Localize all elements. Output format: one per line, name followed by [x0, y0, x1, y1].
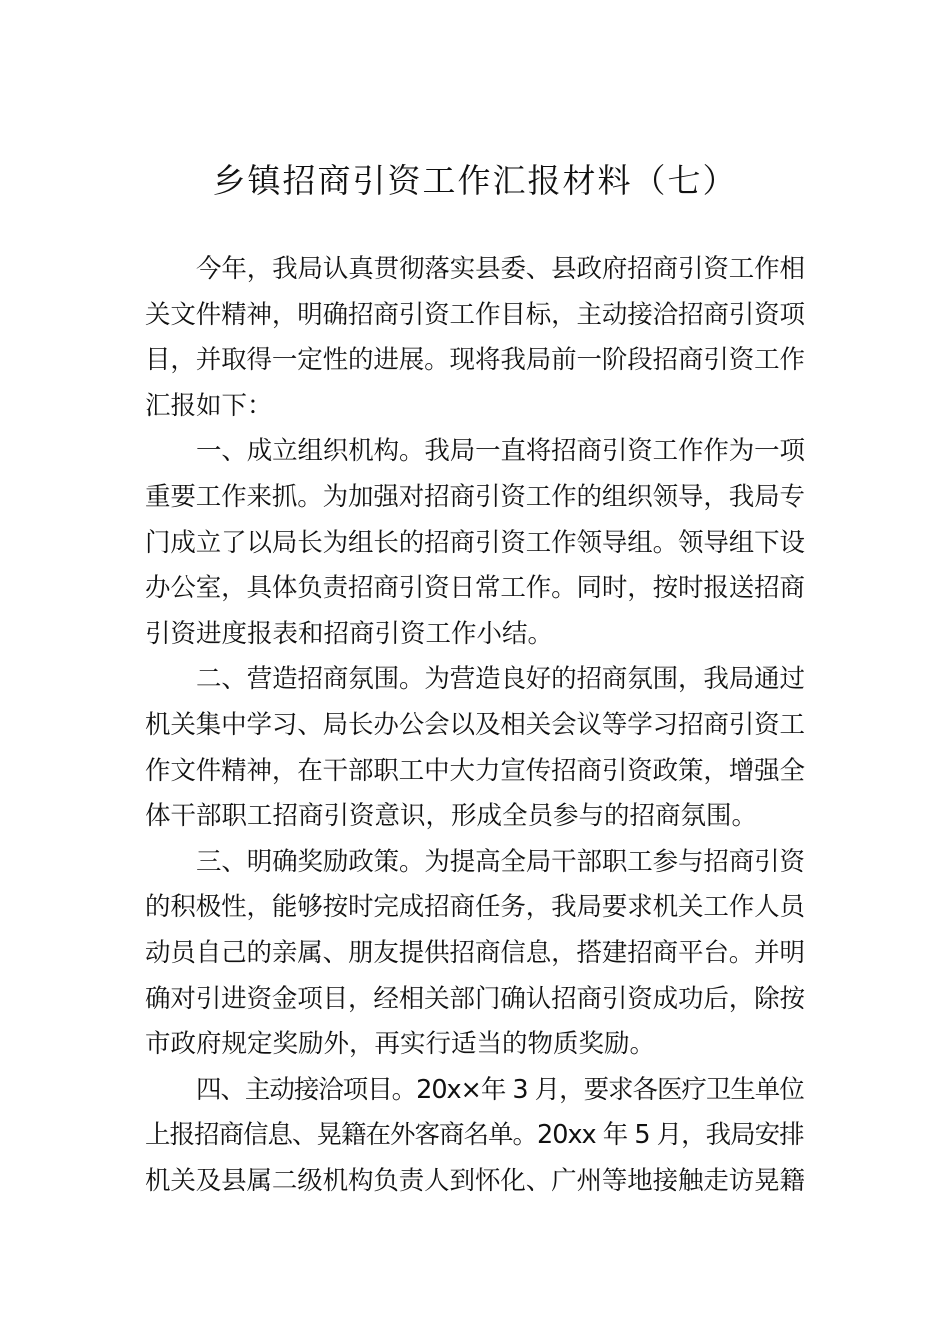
- paragraph-line: 机关集中学习、局长办公会以及相关会议等学习招商引资工: [145, 709, 805, 740]
- paragraph-line: 汇报如下：: [145, 390, 273, 421]
- paragraph-line: 机关及县属二级机构负责人到怀化、广州等地接触走访晃籍: [145, 1165, 805, 1196]
- paragraph-line: 二、营造招商氛围。为营造良好的招商氛围，我局通过: [196, 664, 805, 695]
- paragraph-line: 体干部职工招商引资意识，形成全员参与的招商氛围。: [145, 801, 758, 832]
- paragraph-line: 重要工作来抓。为加强对招商引资工作的组织领导，我局专: [145, 481, 805, 512]
- paragraph-line: 一、成立组织机构。我局一直将招商引资工作作为一项: [196, 436, 805, 467]
- paragraph-line: 上报招商信息、晃籍在外客商名单。20xx 年 5 月，我局安排: [145, 1120, 804, 1151]
- paragraph-line: 今年，我局认真贯彻落实县委、县政府招商引资工作相: [196, 254, 805, 284]
- paragraph-line: 目，并取得一定性的进展。现将我局前一阶段招商引资工作: [145, 345, 805, 376]
- paragraph-line: 确对引进资金项目，经相关部门确认招商引资成功后，除按: [145, 983, 805, 1014]
- paragraph-line: 关文件精神，明确招商引资工作目标，主动接洽招商引资项: [145, 299, 805, 330]
- paragraph-line: 四、主动接洽项目。20x×年 3 月，要求各医疗卫生单位: [196, 1074, 804, 1105]
- paragraph-line: 门成立了以局长为组长的招商引资工作领导组。领导组下设: [145, 527, 805, 558]
- paragraph-line: 的积极性，能够按时完成招商任务，我局要求机关工作人员: [145, 892, 805, 923]
- paragraph-line: 作文件精神，在干部职工中大力宣传招商引资政策，增强全: [145, 755, 805, 786]
- document-title: 乡镇招商引资工作汇报材料（七）: [212, 161, 738, 200]
- paragraph-line: 办公室，具体负责招商引资日常工作。同时，按时报送招商: [145, 573, 805, 604]
- document-body: [145, 247, 805, 1204]
- paragraph-line: 动员自己的亲属、朋友提供招商信息，搭建招商平台。并明: [145, 937, 805, 968]
- paragraph-line: 三、明确奖励政策。为提高全局干部职工参与招商引资: [196, 846, 805, 877]
- paragraph-line: 引资进度报表和招商引资工作小结。: [145, 618, 554, 649]
- paragraph-line: 市政府规定奖励外，再实行适当的物质奖励。: [145, 1029, 656, 1060]
